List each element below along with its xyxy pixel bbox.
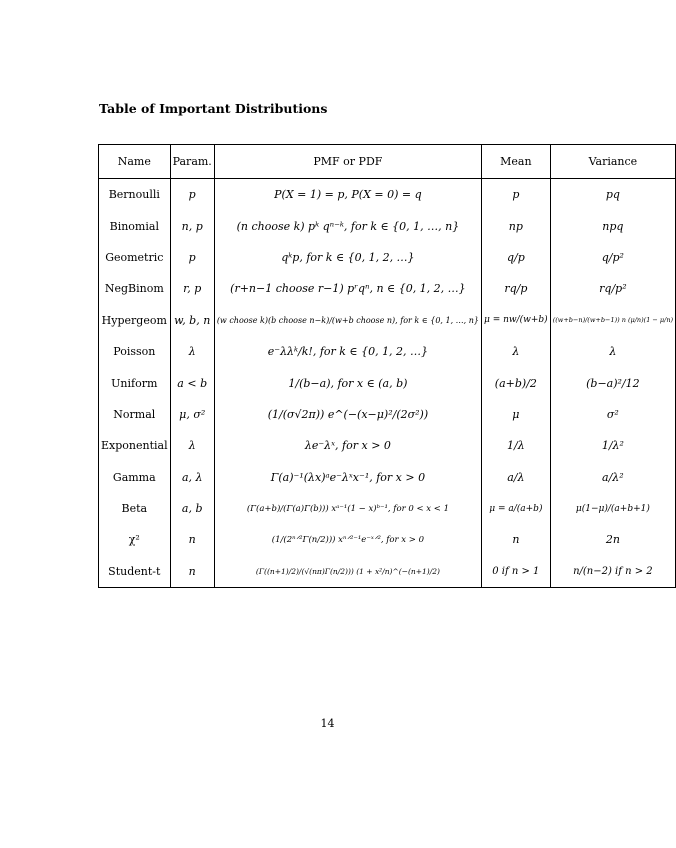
cell-mean: 1/λ xyxy=(482,430,551,461)
cell-mean: (a+b)/2 xyxy=(482,367,551,398)
cell-mean: μ = a/(a+b) xyxy=(482,493,551,524)
cell-name: Uniform xyxy=(99,367,171,398)
cell-variance: μ(1−μ)/(a+b+1) xyxy=(550,493,675,524)
cell-pdf: (Γ(a+b)/(Γ(a)Γ(b))) xᵃ⁻¹(1 − x)ᵇ⁻¹, for 0 < x < 1 xyxy=(214,493,481,524)
cell-pdf: λe⁻λˣ, for x > 0 xyxy=(214,430,481,461)
header-param: Param. xyxy=(170,145,214,179)
cell-variance: ((w+b−n)/(w+b−1)) n (μ/n)(1 − μ/n) xyxy=(550,305,675,336)
table-row xyxy=(99,179,676,211)
cell-mean: λ xyxy=(482,336,551,367)
cell-param: a, λ xyxy=(170,462,214,493)
cell-variance: npq xyxy=(550,210,675,241)
cell-name: χ² xyxy=(99,524,171,555)
cell-mean: q/p xyxy=(482,242,551,273)
cell-mean: rq/p xyxy=(482,273,551,304)
cell-pdf: (w choose k)(b choose n−k)/(w+b choose n), for k ∈ {0, 1, …, n} xyxy=(214,305,481,336)
cell-pdf: (r+n−1 choose r−1) pʳqⁿ, n ∈ {0, 1, 2, …} xyxy=(214,273,481,304)
table-row xyxy=(99,336,676,367)
cell-param: n, p xyxy=(170,210,214,241)
cell-param: μ, σ² xyxy=(170,399,214,430)
table-row xyxy=(99,399,676,430)
distributions-table xyxy=(98,144,676,588)
cell-param: λ xyxy=(170,336,214,367)
cell-variance: a/λ² xyxy=(550,462,675,493)
cell-pdf: P(X = 1) = p, P(X = 0) = q xyxy=(214,179,481,211)
cell-name: NegBinom xyxy=(99,273,171,304)
cell-mean: n xyxy=(482,524,551,555)
cell-param: p xyxy=(170,179,214,211)
table-row xyxy=(99,242,676,273)
table-row xyxy=(99,430,676,461)
cell-variance: q/p² xyxy=(550,242,675,273)
cell-param: w, b, n xyxy=(170,305,214,336)
table-row xyxy=(99,556,676,588)
cell-mean: np xyxy=(482,210,551,241)
table-row xyxy=(99,305,676,336)
cell-variance: λ xyxy=(550,336,675,367)
cell-param: n xyxy=(170,556,214,588)
header-pdf: PMF or PDF xyxy=(214,145,481,179)
cell-mean: μ = nw/(w+b) xyxy=(482,305,551,336)
cell-pdf: (1/(σ√2π)) e^(−(x−μ)²/(2σ²)) xyxy=(214,399,481,430)
cell-variance: n/(n−2) if n > 2 xyxy=(550,556,675,588)
cell-pdf: (Γ((n+1)/2)/(√(nπ)Γ(n/2))) (1 + x²/n)^(−(n+1)/2) xyxy=(214,556,481,588)
cell-param: n xyxy=(170,524,214,555)
cell-variance: 1/λ² xyxy=(550,430,675,461)
cell-pdf: (1/(2ⁿᐟ²Γ(n/2))) xⁿᐟ²⁻¹e⁻ˣᐟ², for x > 0 xyxy=(214,524,481,555)
table-row xyxy=(99,367,676,398)
cell-variance: 2n xyxy=(550,524,675,555)
cell-pdf: (n choose k) pᵏ qⁿ⁻ᵏ, for k ∈ {0, 1, …, n} xyxy=(214,210,481,241)
cell-variance: σ² xyxy=(550,399,675,430)
page-title: Table of Important Distributions xyxy=(99,101,328,116)
cell-variance: (b−a)²/12 xyxy=(550,367,675,398)
table-row xyxy=(99,524,676,555)
cell-mean: a/λ xyxy=(482,462,551,493)
cell-name: Gamma xyxy=(99,462,171,493)
header-variance: Variance xyxy=(550,145,675,179)
cell-pdf: Γ(a)⁻¹(λx)ᵃe⁻λˣx⁻¹, for x > 0 xyxy=(214,462,481,493)
cell-pdf: 1/(b−a), for x ∈ (a, b) xyxy=(214,367,481,398)
cell-name: Exponential xyxy=(99,430,171,461)
cell-name: Student-t xyxy=(99,556,171,588)
cell-mean: p xyxy=(482,179,551,211)
cell-param: a < b xyxy=(170,367,214,398)
cell-param: λ xyxy=(170,430,214,461)
page-number: 14 xyxy=(320,717,335,730)
table-row xyxy=(99,462,676,493)
table-row xyxy=(99,210,676,241)
cell-param: p xyxy=(170,242,214,273)
cell-name: Geometric xyxy=(99,242,171,273)
cell-name: Bernoulli xyxy=(99,179,171,211)
table-row xyxy=(99,273,676,304)
cell-variance: rq/p² xyxy=(550,273,675,304)
cell-variance: pq xyxy=(550,179,675,211)
cell-name: Hypergeom xyxy=(99,305,171,336)
cell-name: Poisson xyxy=(99,336,171,367)
cell-name: Beta xyxy=(99,493,171,524)
cell-mean: 0 if n > 1 xyxy=(482,556,551,588)
cell-param: a, b xyxy=(170,493,214,524)
cell-pdf: e⁻λλᵏ/k!, for k ∈ {0, 1, 2, …} xyxy=(214,336,481,367)
cell-name: Normal xyxy=(99,399,171,430)
table-row xyxy=(99,493,676,524)
header-mean: Mean xyxy=(482,145,551,179)
cell-pdf: qᵏp, for k ∈ {0, 1, 2, …} xyxy=(214,242,481,273)
header-name: Name xyxy=(99,145,171,179)
table-header-row xyxy=(99,145,676,179)
cell-param: r, p xyxy=(170,273,214,304)
cell-mean: μ xyxy=(482,399,551,430)
cell-name: Binomial xyxy=(99,210,171,241)
